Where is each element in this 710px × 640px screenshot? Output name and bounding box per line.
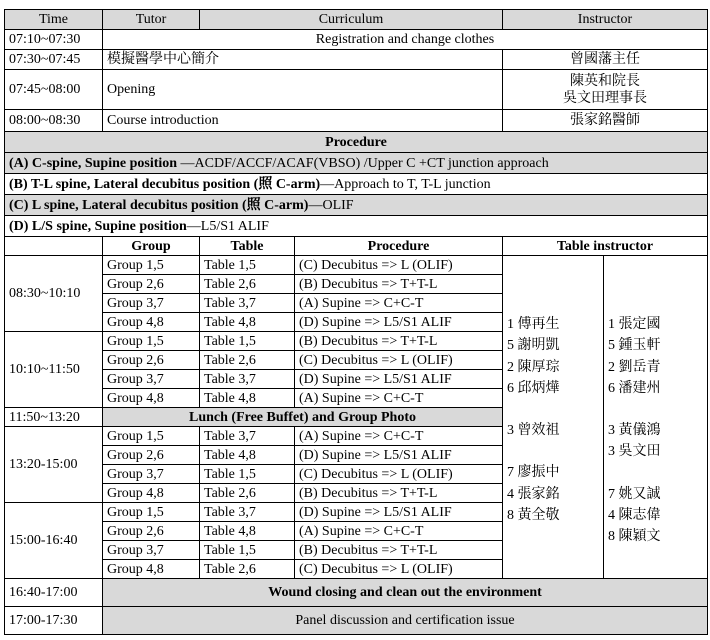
col-table: Table <box>200 237 295 256</box>
procedure-cell: (A) Supine => C+C-T <box>295 427 503 446</box>
closing-time: 16:40-17:00 <box>5 579 103 607</box>
procedure-cell: (B) Decubitus => T+T-L <box>295 541 503 560</box>
instructor-name: 陳英和院長 <box>570 73 640 89</box>
instructor-name: 吳文田理事長 <box>563 90 647 106</box>
procedure-item: (A) C-spine, Supine position —ACDF/ACCF/ACAF(VBSO) /Upper C +CT junction approach <box>5 153 708 174</box>
procedure-cell: (D) Supine => L5/S1 ALIF <box>295 446 503 465</box>
group-cell: Group 2,6 <box>103 446 200 465</box>
intro-text: Opening <box>103 70 503 110</box>
table-instructor-right <box>604 256 708 579</box>
intro-instructor: 曾國藩主任 <box>503 50 708 70</box>
group-cell: Group 3,7 <box>103 541 200 560</box>
intro-time: 07:30~07:45 <box>5 50 103 70</box>
instructor-name: 7 廖振中 <box>507 465 560 481</box>
instructor-name: 8 陳穎文 <box>608 529 661 545</box>
intro-text: 模擬醫學中心簡介 <box>103 50 503 70</box>
table-cell: Table 2,6 <box>200 484 295 503</box>
instructor-name: 8 黃全敬 <box>507 508 560 524</box>
spacer <box>507 399 599 420</box>
procedure-cell: (D) Supine => L5/S1 ALIF <box>295 313 503 332</box>
intro-instructor <box>503 70 708 110</box>
instructor-name: 6 邱炳燁 <box>507 380 560 396</box>
table-cell: Table 1,5 <box>200 541 295 560</box>
table-cell: Table 3,7 <box>200 427 295 446</box>
intro-text: Course introduction <box>103 110 503 132</box>
procedure-cell: (B) Decubitus => T+T-L <box>295 484 503 503</box>
group-cell: Group 1,5 <box>103 256 200 275</box>
group-cell: Group 3,7 <box>103 294 200 313</box>
table-cell: Table 2,6 <box>200 351 295 370</box>
table-cell: Table 1,5 <box>200 465 295 484</box>
intro-text: Registration and change clothes <box>103 30 708 50</box>
procedure-cell: (C) Decubitus => L (OLIF) <box>295 256 503 275</box>
procedure-cell: (C) Decubitus => L (OLIF) <box>295 465 503 484</box>
table-cell: Table 4,8 <box>200 446 295 465</box>
lunch-time: 11:50~13:20 <box>5 408 103 427</box>
closing-row <box>5 579 708 607</box>
intro-time: 07:10~07:30 <box>5 30 103 50</box>
instructor-name: 3 曾效祖 <box>507 423 560 439</box>
schedule-table <box>4 9 708 635</box>
instructor-name: 3 黃儀鴻 <box>608 423 661 439</box>
instructor-name: 4 陳志偉 <box>608 508 661 524</box>
spacer <box>608 399 703 420</box>
instructor-name: 2 陳厚琮 <box>507 359 560 375</box>
table-cell: Table 4,8 <box>200 389 295 408</box>
instructor-name: 1 傅再生 <box>507 317 560 332</box>
procedure-cell: (D) Supine => L5/S1 ALIF <box>295 503 503 522</box>
instructor-name: 1 張定國 <box>608 317 661 332</box>
closing-row <box>5 607 708 635</box>
table-cell: Table 3,7 <box>200 370 295 389</box>
group-cell: Group 3,7 <box>103 370 200 389</box>
procedure-cell: (A) Supine => C+C-T <box>295 389 503 408</box>
instructor-name: 5 鍾玉軒 <box>608 338 661 354</box>
procedure-title: Procedure <box>5 132 708 153</box>
intro-time: 07:45~08:00 <box>5 70 103 110</box>
table-cell: Table 1,5 <box>200 256 295 275</box>
group-cell: Group 1,5 <box>103 332 200 351</box>
group-cell: Group 4,8 <box>103 389 200 408</box>
table-cell: Table 3,7 <box>200 294 295 313</box>
group-cell: Group 2,6 <box>103 522 200 541</box>
group-cell: Group 1,5 <box>103 503 200 522</box>
lunch-text: Lunch (Free Buffet) and Group Photo <box>103 408 503 427</box>
table-row <box>5 256 708 275</box>
instructor-name: 4 張家銘 <box>507 486 560 502</box>
session-time: 15:00-16:40 <box>5 503 103 579</box>
header-tutor: Tutor <box>103 10 200 30</box>
procedure-cell: (D) Supine => L5/S1 ALIF <box>295 370 503 389</box>
group-cell: Group 4,8 <box>103 484 200 503</box>
procedure-cell: (A) Supine => C+C-T <box>295 522 503 541</box>
closing-time: 17:00-17:30 <box>5 607 103 635</box>
table-cell: Table 4,8 <box>200 313 295 332</box>
procedure-item: (C) L spine, Lateral decubitus position (照 C-arm)—OLIF <box>5 195 708 216</box>
table-cell: Table 3,7 <box>200 503 295 522</box>
session-time: 13:20-15:00 <box>5 427 103 503</box>
session-time: 10:10~11:50 <box>5 332 103 408</box>
table-cell: Table 4,8 <box>200 522 295 541</box>
procedure-cell: (A) Supine => C+C-T <box>295 294 503 313</box>
group-cell: Group 2,6 <box>103 351 200 370</box>
header-curriculum: Curriculum <box>200 10 503 30</box>
procedure-item: (D) L/S spine, Supine position—L5/S1 ALIF <box>5 216 708 237</box>
instructor-name: 6 潘建州 <box>608 380 661 396</box>
header-time: Time <box>5 10 103 30</box>
group-cell: Group 3,7 <box>103 465 200 484</box>
session-time: 08:30~10:10 <box>5 256 103 332</box>
group-cell: Group 4,8 <box>103 313 200 332</box>
intro-instructor: 張家銘醫師 <box>503 110 708 132</box>
closing-text: Panel discussion and certification issue <box>103 607 708 635</box>
instructor-name: 2 劉岳青 <box>608 359 661 375</box>
col-procedure: Procedure <box>295 237 503 256</box>
table-cell: Table 2,6 <box>200 560 295 579</box>
spacer <box>608 463 703 484</box>
group-cell: Group 1,5 <box>103 427 200 446</box>
instructor-name: 3 吳文田 <box>608 444 661 460</box>
procedure-cell: (C) Decubitus => L (OLIF) <box>295 560 503 579</box>
procedure-cell: (C) Decubitus => L (OLIF) <box>295 351 503 370</box>
table-instructor-left <box>503 256 604 579</box>
header-instructor: Instructor <box>503 10 708 30</box>
col-group: Group <box>103 237 200 256</box>
table-cell: Table 1,5 <box>200 332 295 351</box>
instructor-name: 5 謝明凱 <box>507 338 560 354</box>
intro-time: 08:00~08:30 <box>5 110 103 132</box>
group-cell: Group 2,6 <box>103 275 200 294</box>
table-cell: Table 2,6 <box>200 275 295 294</box>
group-cell: Group 4,8 <box>103 560 200 579</box>
procedure-cell: (B) Decubitus => T+T-L <box>295 275 503 294</box>
instructor-name: 7 姚又誠 <box>608 486 661 502</box>
col-table-instructor: Table instructor <box>503 237 708 256</box>
closing-text: Wound closing and clean out the environment <box>103 579 708 607</box>
procedure-item: (B) T-L spine, Lateral decubitus position (照 C-arm)—Approach to T, T-L junction <box>5 174 708 195</box>
procedure-cell: (B) Decubitus => T+T-L <box>295 332 503 351</box>
spacer <box>507 441 599 462</box>
